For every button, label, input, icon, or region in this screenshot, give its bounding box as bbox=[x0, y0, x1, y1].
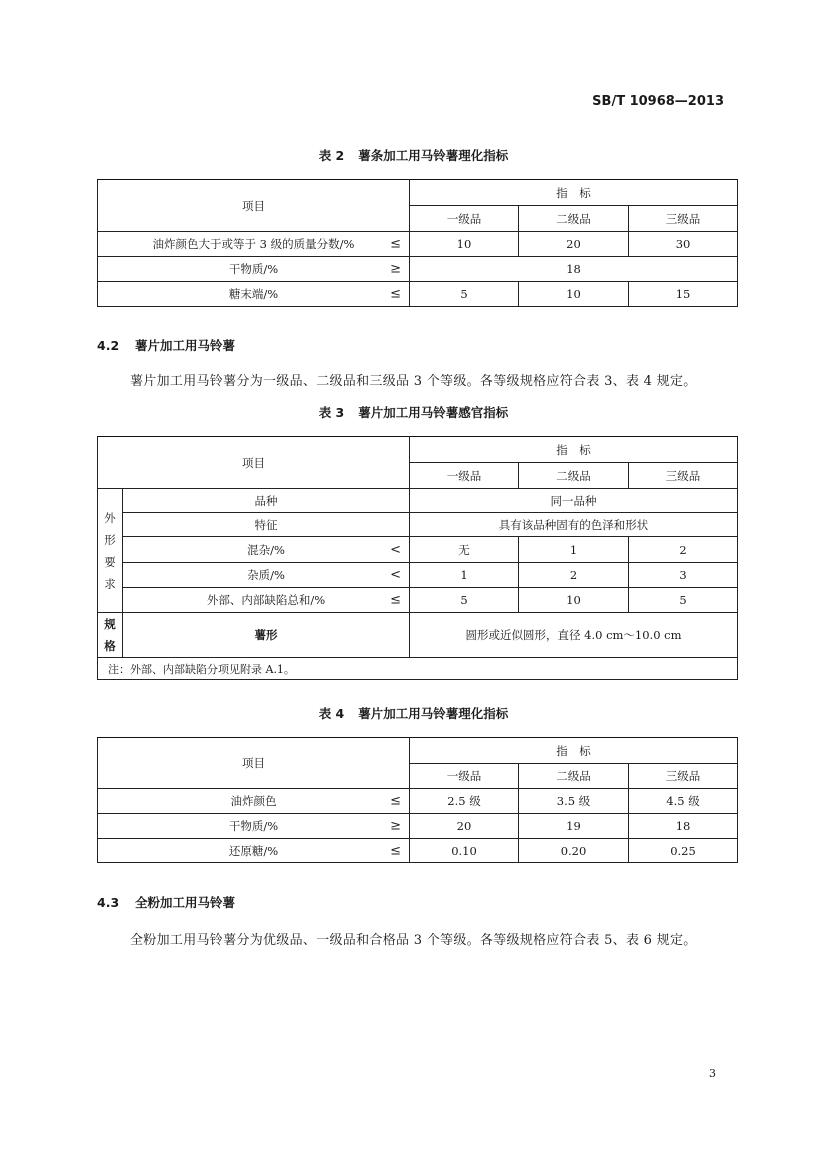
group-char: 求 bbox=[104, 576, 116, 591]
row-label-text: 油炸颜色大于或等于 3 级的质量分数/% bbox=[152, 237, 355, 251]
comparison-symbol: ≥ bbox=[390, 818, 401, 834]
table-row bbox=[98, 257, 738, 282]
table3-variety-value: 同一品种 bbox=[410, 489, 738, 513]
comparison-symbol: ≥ bbox=[390, 261, 401, 277]
table-row bbox=[98, 613, 738, 658]
table-row bbox=[98, 658, 738, 680]
table2-cell: 5 bbox=[410, 282, 519, 307]
table4-cell: 4.5 级 bbox=[629, 789, 738, 814]
row-label-text: 混杂/% bbox=[247, 542, 285, 557]
table2-header-grade-2: 二级品 bbox=[519, 206, 629, 232]
table3-header-grade-2: 二级品 bbox=[519, 463, 629, 489]
table2-merged-cell: 18 bbox=[410, 257, 738, 282]
table3-cell: 1 bbox=[519, 537, 629, 563]
table4-cell: 0.10 bbox=[410, 839, 519, 863]
row-label-text: 油炸颜色 bbox=[230, 794, 277, 808]
table3-cell: 10 bbox=[519, 588, 629, 613]
table3-cell: 2 bbox=[629, 537, 738, 563]
comparison-symbol: ≤ bbox=[390, 236, 401, 252]
table3-shape-label: 薯形 bbox=[123, 613, 410, 658]
table4-row-label bbox=[98, 839, 410, 863]
section-4-2-heading bbox=[97, 336, 235, 354]
table-row bbox=[98, 814, 738, 839]
table4-cell: 3.5 级 bbox=[519, 789, 629, 814]
table-row bbox=[98, 232, 738, 257]
table4 bbox=[97, 737, 738, 863]
table2-cell: 15 bbox=[629, 282, 738, 307]
table2-cell: 10 bbox=[519, 282, 629, 307]
table3 bbox=[97, 436, 738, 680]
page-number: 3 bbox=[709, 1067, 716, 1080]
table-row bbox=[98, 839, 738, 863]
table3-cell: 无 bbox=[410, 537, 519, 563]
section-number: 4.2 bbox=[97, 338, 120, 353]
table4-cell: 0.20 bbox=[519, 839, 629, 863]
table4-row-label bbox=[98, 814, 410, 839]
table3-cell: 3 bbox=[629, 563, 738, 588]
group-char: 形 bbox=[104, 532, 116, 547]
table3-cell: 5 bbox=[410, 588, 519, 613]
row-label-text: 干物质/% bbox=[228, 262, 279, 276]
comparison-symbol: ≤ bbox=[390, 843, 401, 858]
table3-caption-title: 薯片加工用马铃薯感官指标 bbox=[358, 405, 509, 420]
table3-row-label bbox=[123, 588, 410, 613]
table2-caption-title: 薯条加工用马铃薯理化指标 bbox=[358, 148, 509, 163]
row-label-text: 糖末端/% bbox=[228, 287, 279, 301]
table4-header-grade-3: 三级品 bbox=[629, 764, 738, 789]
row-label-text: 外部、内部缺陷总和/% bbox=[206, 593, 326, 607]
section-4-2-paragraph: 薯片加工用马铃薯分为一级品、二级品和三级品 3 个等级。各等级规格应符合表 3、表 4 规定。 bbox=[130, 374, 697, 389]
comparison-symbol: < bbox=[390, 567, 401, 583]
group-char: 格 bbox=[104, 639, 116, 653]
table2-cell: 10 bbox=[410, 232, 519, 257]
table3-header-grade-1: 一级品 bbox=[410, 463, 519, 489]
table3-row-label bbox=[123, 563, 410, 588]
table2-header-item: 项目 bbox=[98, 180, 410, 232]
table4-header-index: 指 标 bbox=[410, 738, 738, 764]
table2 bbox=[97, 179, 738, 307]
table2-header-index: 指 标 bbox=[410, 180, 738, 206]
table4-cell: 20 bbox=[410, 814, 519, 839]
table2-caption bbox=[0, 146, 827, 164]
section-title: 全粉加工用马铃薯 bbox=[135, 895, 236, 910]
table4-caption bbox=[0, 704, 827, 722]
comparison-symbol: ≤ bbox=[390, 592, 401, 608]
standard-code: SB/T 10968—2013 bbox=[592, 94, 724, 109]
table2-row-label bbox=[98, 282, 410, 307]
table4-header-grade-1: 一级品 bbox=[410, 764, 519, 789]
table4-header-item: 项目 bbox=[98, 738, 410, 789]
table2-header-grade-1: 一级品 bbox=[410, 206, 519, 232]
table3-variety-label: 品种 bbox=[123, 489, 410, 513]
table-row bbox=[98, 537, 738, 563]
table3-cell: 2 bbox=[519, 563, 629, 588]
table3-note: 注：外部、内部缺陷分项见附录 A.1。 bbox=[98, 658, 738, 680]
table2-cell: 30 bbox=[629, 232, 738, 257]
table2-cell: 20 bbox=[519, 232, 629, 257]
table4-header-grade-2: 二级品 bbox=[519, 764, 629, 789]
comparison-symbol: < bbox=[390, 542, 401, 557]
row-label-text: 还原糖/% bbox=[228, 843, 279, 858]
table3-row-label bbox=[123, 537, 410, 563]
table3-caption bbox=[0, 403, 827, 421]
group-char: 要 bbox=[104, 554, 116, 569]
table4-cell: 0.25 bbox=[629, 839, 738, 863]
table-row bbox=[98, 563, 738, 588]
table3-caption-number: 表 3 bbox=[318, 405, 345, 420]
table3-cell: 1 bbox=[410, 563, 519, 588]
table3-header-item: 项目 bbox=[98, 437, 410, 489]
table3-header-grade-3: 三级品 bbox=[629, 463, 738, 489]
table-row bbox=[98, 282, 738, 307]
comparison-symbol: ≤ bbox=[390, 793, 401, 809]
table2-header-grade-3: 三级品 bbox=[629, 206, 738, 232]
table-row bbox=[98, 789, 738, 814]
row-label-text: 干物质/% bbox=[228, 819, 279, 833]
group-char: 外 bbox=[104, 510, 116, 525]
section-title: 薯片加工用马铃薯 bbox=[135, 338, 236, 353]
table4-caption-title: 薯片加工用马铃薯理化指标 bbox=[358, 706, 509, 721]
comparison-symbol: ≤ bbox=[390, 286, 401, 302]
row-label-text: 杂质/% bbox=[247, 568, 285, 582]
table4-row-label bbox=[98, 789, 410, 814]
section-4-3-heading bbox=[97, 893, 235, 911]
table3-group-spec bbox=[98, 613, 123, 658]
table3-feature-value: 具有该品种固有的色泽和形状 bbox=[410, 513, 738, 537]
table4-cell: 18 bbox=[629, 814, 738, 839]
table3-cell: 5 bbox=[629, 588, 738, 613]
group-char: 规 bbox=[104, 617, 116, 631]
table3-header-index: 指 标 bbox=[410, 437, 738, 463]
table2-row-label bbox=[98, 232, 410, 257]
table-row bbox=[98, 513, 738, 537]
table4-cell: 2.5 级 bbox=[410, 789, 519, 814]
table4-cell: 19 bbox=[519, 814, 629, 839]
section-4-3-paragraph: 全粉加工用马铃薯分为优级品、一级品和合格品 3 个等级。各等级规格应符合表 5、表 6 规定。 bbox=[130, 933, 697, 948]
table2-row-label bbox=[98, 257, 410, 282]
table3-shape-value: 圆形或近似圆形，直径 4.0 cm～10.0 cm bbox=[410, 613, 738, 658]
table-row bbox=[98, 489, 738, 513]
table2-caption-number: 表 2 bbox=[318, 148, 345, 163]
table4-caption-number: 表 4 bbox=[318, 706, 345, 721]
table3-feature-label: 特征 bbox=[123, 513, 410, 537]
table-row bbox=[98, 588, 738, 613]
table3-group-appearance bbox=[98, 489, 123, 613]
section-number: 4.3 bbox=[97, 895, 120, 910]
